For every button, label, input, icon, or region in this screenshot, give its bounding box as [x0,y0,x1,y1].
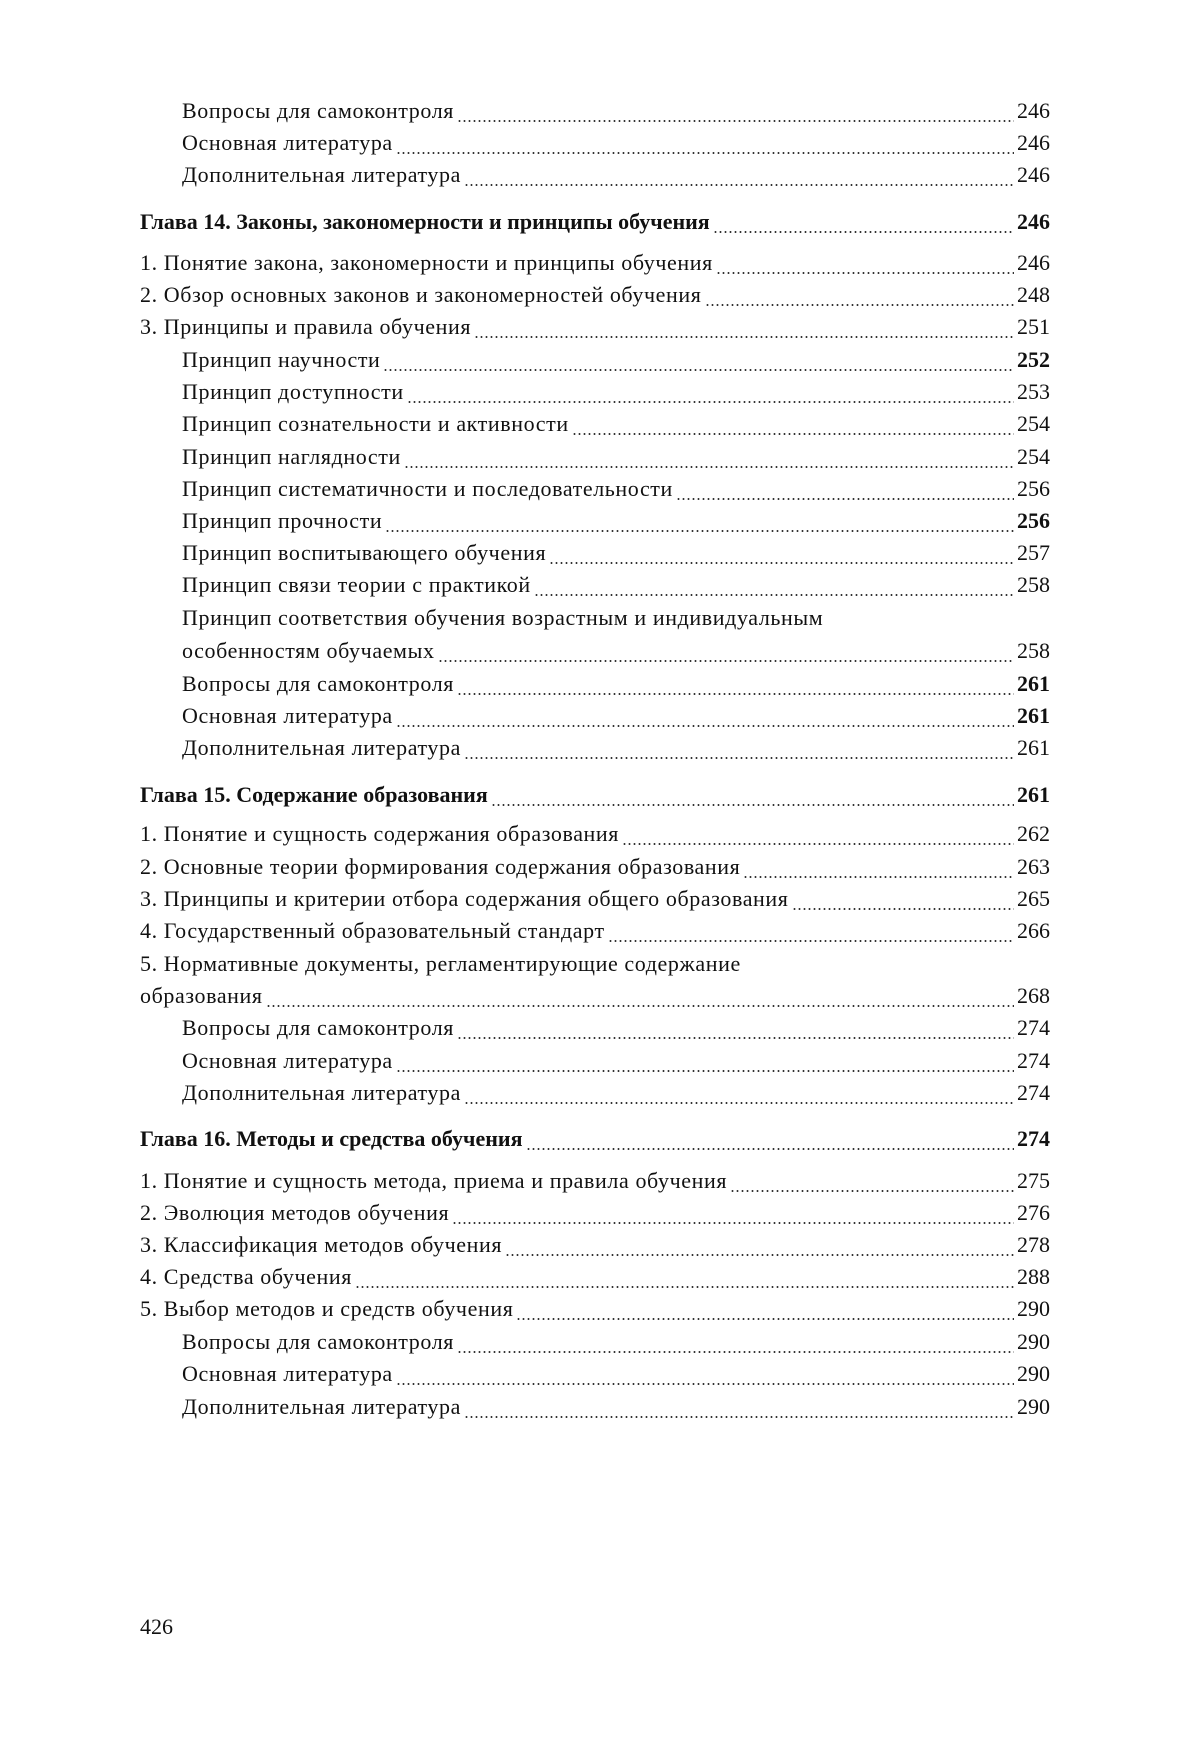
toc-entry [140,819,1050,849]
toc-entry [140,981,1050,1011]
toc-entry-title: Вопросы для самоконтроля [182,1329,454,1354]
toc-entry [140,636,1050,666]
toc-entry-page: 257 [1017,540,1050,565]
toc-entry [140,1294,1050,1324]
dot-leader [457,1327,1014,1357]
toc-entry-page: 258 [1017,572,1050,597]
toc-entry-title: Принцип прочности [182,508,383,533]
toc-entry-page: 290 [1017,1296,1050,1321]
toc-entry-title: 5. Выбор методов и средств обучения [140,1296,514,1321]
toc-entry-title: Глава 14. Законы, закономерности и принципы обучения [140,209,710,234]
dot-leader [464,160,1014,190]
toc-entry-page: 246 [1017,162,1050,187]
toc-entry-page: 290 [1017,1394,1050,1419]
toc-entry [140,345,1050,375]
toc-entry-title: Основная литература [182,1048,393,1073]
toc-entry [140,1327,1050,1357]
toc-entry-title: 3. Классификация методов обучения [140,1232,503,1257]
toc-entry-page: 246 [1017,130,1050,155]
dot-leader [730,1166,1014,1196]
dot-leader [396,128,1014,158]
toc-entry [140,474,1050,504]
toc-entry-title: Вопросы для самоконтроля [182,1015,454,1040]
toc-entry [140,701,1050,731]
toc-entry-page: 251 [1017,314,1050,339]
dot-leader [438,636,1014,666]
toc-entry [140,160,1050,190]
dot-leader [464,733,1014,763]
toc-entry [140,377,1050,407]
toc-entry [140,884,1050,914]
toc-entry-page: 268 [1017,983,1050,1008]
toc-entry [140,916,1050,946]
toc-entry [140,312,1050,342]
toc-entry-page: 274 [1017,1015,1050,1040]
toc-entry-page: 290 [1017,1329,1050,1354]
toc-entry [140,1359,1050,1389]
toc-entry-title: 2. Основные теории формирования содержания образования [140,854,741,879]
toc-entry-page: 254 [1017,411,1050,436]
toc-entry-page: 274 [1017,1048,1050,1073]
dot-leader [713,207,1014,237]
toc-entry-title: Глава 15. Содержание образования [140,782,488,807]
toc-entry-title: Принцип связи теории с практикой [182,572,531,597]
dot-leader [404,442,1014,472]
toc-entry-title: 4. Государственный образовательный стандарт [140,918,605,943]
toc-entry [140,96,1050,126]
dot-leader [549,538,1014,568]
toc-chapter-heading [140,780,1050,810]
toc-entry-page: 288 [1017,1264,1050,1289]
page-number: 426 [140,1614,173,1639]
toc-entry-page: 256 [1017,476,1050,501]
toc-entry [140,1166,1050,1196]
dot-leader [534,570,1014,600]
toc-entry-page: 266 [1017,918,1050,943]
toc-entry-title: Дополнительная литература [182,1080,461,1105]
toc-entry-page: 261 [1017,671,1050,696]
toc-entry-title: Принцип систематичности и последовательности [182,476,673,501]
toc-entry-page: 246 [1017,250,1050,275]
toc-entry-title: Основная литература [182,130,393,155]
dot-leader [396,1046,1014,1076]
dot-leader [716,248,1014,278]
toc-entry [140,506,1050,536]
toc-entry-page: 263 [1017,854,1050,879]
toc-entry [140,733,1050,763]
toc-entry [140,603,1050,633]
toc-entry-page: 278 [1017,1232,1050,1257]
toc-entry-title: Глава 16. Методы и средства обучения [140,1126,523,1151]
toc-entry-page: 252 [1017,347,1050,372]
dot-leader [792,884,1014,914]
toc-entry [140,1078,1050,1108]
toc-entry-title: Дополнительная литература [182,735,461,760]
toc-entry-title: 3. Принципы и правила обучения [140,314,472,339]
toc-entry-page: 254 [1017,444,1050,469]
dot-leader [355,1262,1014,1292]
toc-entry [140,128,1050,158]
toc-entry [140,669,1050,699]
toc-chapter-heading [140,1124,1050,1154]
toc-entry-title: 3. Принципы и критерии отбора содержания общего образования [140,886,789,911]
dot-leader [622,819,1014,849]
toc-entry-title: Принцип соответствия обучения возрастным и индивидуальным [182,605,824,630]
dot-leader [385,506,1014,536]
toc-entry [140,1046,1050,1076]
dot-leader [464,1078,1014,1108]
dot-leader [505,1230,1014,1260]
toc-entry-page: 274 [1017,1080,1050,1105]
toc-entry [140,949,1050,979]
toc-entry [140,1262,1050,1292]
dot-leader [457,669,1014,699]
dot-leader [452,1198,1014,1228]
toc-entry-page: 253 [1017,379,1050,404]
toc-entry-title: Вопросы для самоконтроля [182,671,454,696]
toc-entry-title: Дополнительная литература [182,162,461,187]
toc-entry-page: 265 [1017,886,1050,911]
toc-entry [140,538,1050,568]
dot-leader [383,345,1014,375]
toc-entry-title: Принцип сознательности и активности [182,411,569,436]
dot-leader [396,1359,1014,1389]
toc-entry-title: 5. Нормативные документы, регламентирующие содержание [140,951,741,976]
toc-entry-page: 261 [1017,735,1050,760]
toc-entry-title: 4. Средства обучения [140,1264,352,1289]
dot-leader [396,701,1014,731]
toc-entry-title: 1. Понятие и сущность содержания образования [140,821,620,846]
toc-entry-page: 274 [1017,1126,1050,1151]
dot-leader [743,852,1014,882]
toc-entry [140,1230,1050,1260]
toc-entry-title: Основная литература [182,1361,393,1386]
dot-leader [491,780,1014,810]
toc-entry [140,852,1050,882]
toc-entry [140,1392,1050,1422]
toc-entry [140,1198,1050,1228]
toc-entry-title: Принцип наглядности [182,444,401,469]
toc-entry-title: 2. Обзор основных законов и закономерностей обучения [140,282,702,307]
toc-entry-page: 262 [1017,821,1050,846]
toc-entry-page: 290 [1017,1361,1050,1386]
toc-entry-title: 2. Эволюция методов обучения [140,1200,450,1225]
toc-entry-title: Принцип научности [182,347,381,372]
toc-entry-page: 248 [1017,282,1050,307]
dot-leader [516,1294,1014,1324]
toc-entry-page: 258 [1017,638,1050,663]
toc-entry [140,280,1050,310]
dot-leader [572,409,1014,439]
toc-entry-title: 1. Понятие закона, закономерности и принципы обучения [140,250,713,275]
toc-entry [140,248,1050,278]
toc-entry-title: особенностям обучаемых [182,638,435,663]
toc-entry-page: 261 [1017,703,1050,728]
dot-leader [266,981,1014,1011]
toc-entry-title: Основная литература [182,703,393,728]
toc-entry [140,409,1050,439]
toc-entry [140,1013,1050,1043]
toc-entry [140,442,1050,472]
dot-leader [526,1124,1015,1154]
toc-entry-page: 276 [1017,1200,1050,1225]
toc-entry [140,570,1050,600]
toc-entry-page: 246 [1017,209,1050,234]
toc-entry-page: 246 [1017,98,1050,123]
dot-leader [474,312,1014,342]
toc-entry-title: 1. Понятие и сущность метода, приема и правила обучения [140,1168,728,1193]
dot-leader [407,377,1014,407]
dot-leader [676,474,1014,504]
dot-leader [457,1013,1014,1043]
dot-leader [608,916,1014,946]
toc-entry-page: 275 [1017,1168,1050,1193]
toc-entry-title: образования [140,983,263,1008]
dot-leader [705,280,1015,310]
toc-entry-page: 261 [1017,782,1050,807]
toc-chapter-heading [140,207,1050,237]
dot-leader [457,96,1014,126]
toc-entry-page: 256 [1017,508,1050,533]
toc-entry-title: Принцип доступности [182,379,404,404]
toc-entry-title: Вопросы для самоконтроля [182,98,454,123]
dot-leader [464,1392,1014,1422]
toc-entry-title: Принцип воспитывающего обучения [182,540,547,565]
toc-entry-title: Дополнительная литература [182,1394,461,1419]
